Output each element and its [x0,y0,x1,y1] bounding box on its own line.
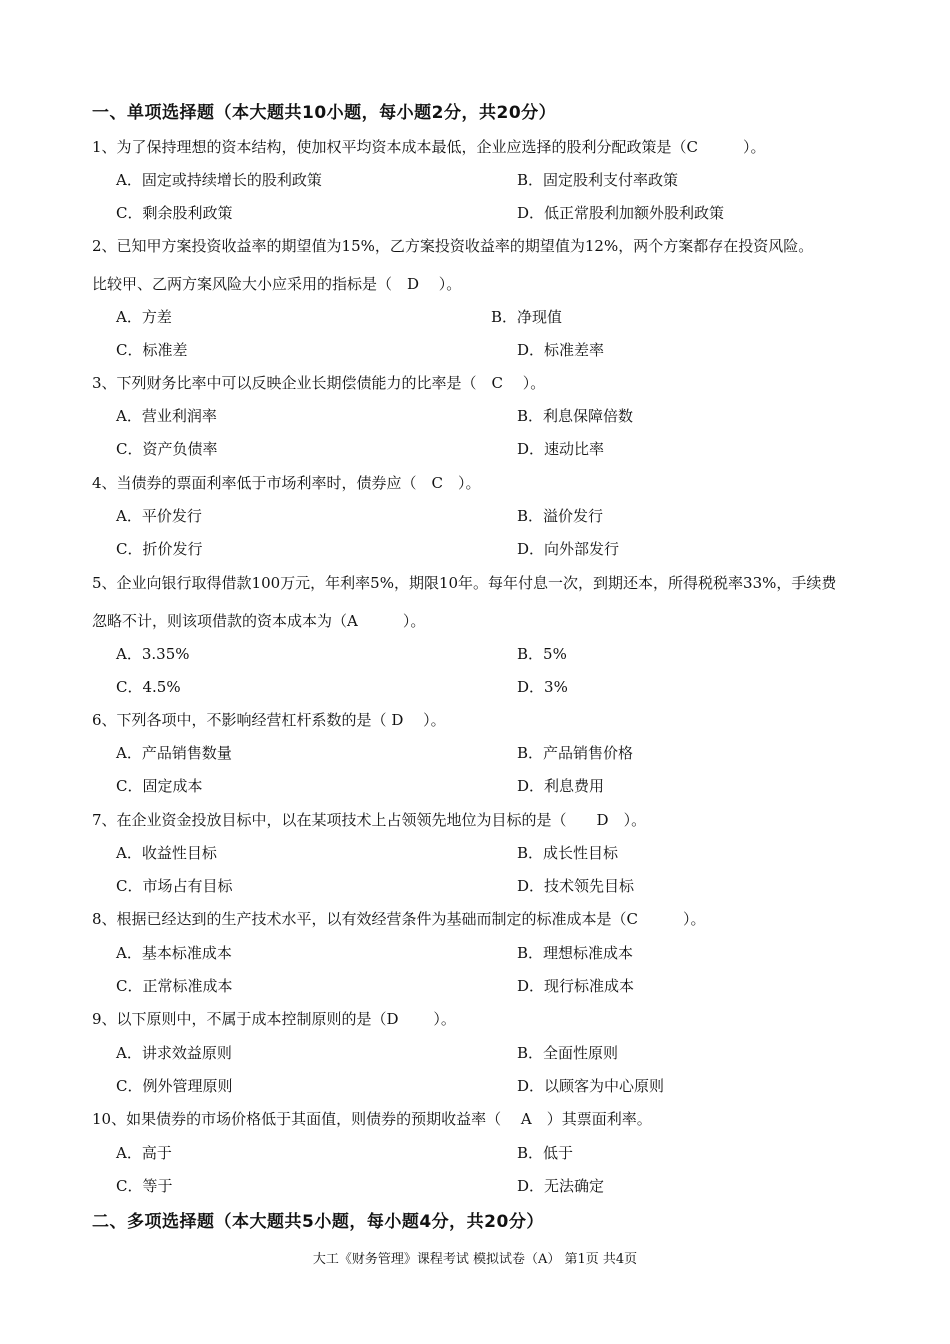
option-c: C．等于 [116,1177,173,1195]
section-title-multiple-choice: 二、多项选择题（本大题共5小题，每小题4分，共20分） [92,1212,544,1232]
question-text: 7、在企业资金投放目标中，以在某项技术上占领领先地位为目标的是（ D ）。 [92,811,647,829]
section-title-single-choice: 一、单项选择题（本大题共10小题，每小题2分，共20分） [92,103,557,123]
option-d: D．利息费用 [517,777,605,795]
option-b: B．5% [517,645,567,663]
question-text: 2、已知甲方案投资收益率的期望值为15%，乙方案投资收益率的期望值为12%，两个方案都存在投资风险。 [92,237,814,255]
option-c: C．市场占有目标 [116,877,233,895]
option-b: B．利息保障倍数 [517,407,634,425]
option-a: A．基本标准成本 [116,944,232,962]
question-text: 10、如果债券的市场价格低于其面值，则债券的预期收益率（ A ）其票面利率。 [92,1110,652,1128]
option-b: B．固定股利支付率政策 [517,171,679,189]
option-a: A．高于 [116,1144,172,1162]
option-d: D．3% [517,678,568,696]
question-text: 3、下列财务比率中可以反映企业长期偿债能力的比率是（ C ）。 [92,374,546,392]
question-text: 4、当债券的票面利率低于市场利率时，债券应（ C ）。 [92,474,481,492]
option-c: C．固定成本 [116,777,203,795]
option-c: C．资产负债率 [116,440,218,458]
option-a: A．讲求效益原则 [116,1044,232,1062]
question-text: 8、根据已经达到的生产技术水平，以有效经营条件为基础而制定的标准成本是（C ）。 [92,910,706,928]
question-text: 5、企业向银行取得借款100万元，年利率5%，期限10年。每年付息一次，到期还本，所得税税率33%，手续费 [92,574,837,592]
question-text: 9、以下原则中，不属于成本控制原则的是（D ）。 [92,1010,456,1028]
option-a: A．固定或持续增长的股利政策 [116,171,322,189]
option-d: D．技术领先目标 [517,877,635,895]
question-text: 1、为了保持理想的资本结构，使加权平均资本成本最低，企业应选择的股利分配政策是（C ）。 [92,138,766,156]
option-a: A．营业利润率 [116,407,217,425]
option-b: B．理想标准成本 [517,944,634,962]
option-d: D．标准差率 [517,341,605,359]
option-b: B．溢价发行 [517,507,604,525]
question-text: 6、下列各项中，不影响经营杠杆系数的是（ D ）。 [92,711,446,729]
option-b: B．净现值 [491,308,563,326]
option-d: D．速动比率 [517,440,605,458]
option-c: C．例外管理原则 [116,1077,233,1095]
question-text-continued: 比较甲、乙两方案风险大小应采用的指标是（ D ）。 [92,275,462,293]
option-b: B．全面性原则 [517,1044,619,1062]
option-d: D．现行标准成本 [517,977,635,995]
option-a: A．收益性目标 [116,844,217,862]
option-b: B．成长性目标 [517,844,619,862]
option-d: D．以顾客为中心原则 [517,1077,665,1095]
option-c: C．4.5% [116,678,181,696]
option-a: A．平价发行 [116,507,202,525]
option-d: D．无法确定 [517,1177,605,1195]
option-b: B．产品销售价格 [517,744,634,762]
option-c: C．折价发行 [116,540,203,558]
page-footer: 大工《财务管理》课程考试 模拟试卷（A） 第1页 共4页 [312,1252,638,1267]
option-a: A．产品销售数量 [116,744,232,762]
option-a: A．方差 [116,308,172,326]
option-c: C．标准差 [116,341,188,359]
option-d: D．低正常股利加额外股利政策 [517,204,725,222]
option-c: C．正常标准成本 [116,977,233,995]
question-text-continued: 忽略不计，则该项借款的资本成本为（A ）。 [92,612,426,630]
option-c: C．剩余股利政策 [116,204,233,222]
option-b: B．低于 [517,1144,574,1162]
option-a: A．3.35% [116,645,190,663]
option-d: D．向外部发行 [517,540,620,558]
